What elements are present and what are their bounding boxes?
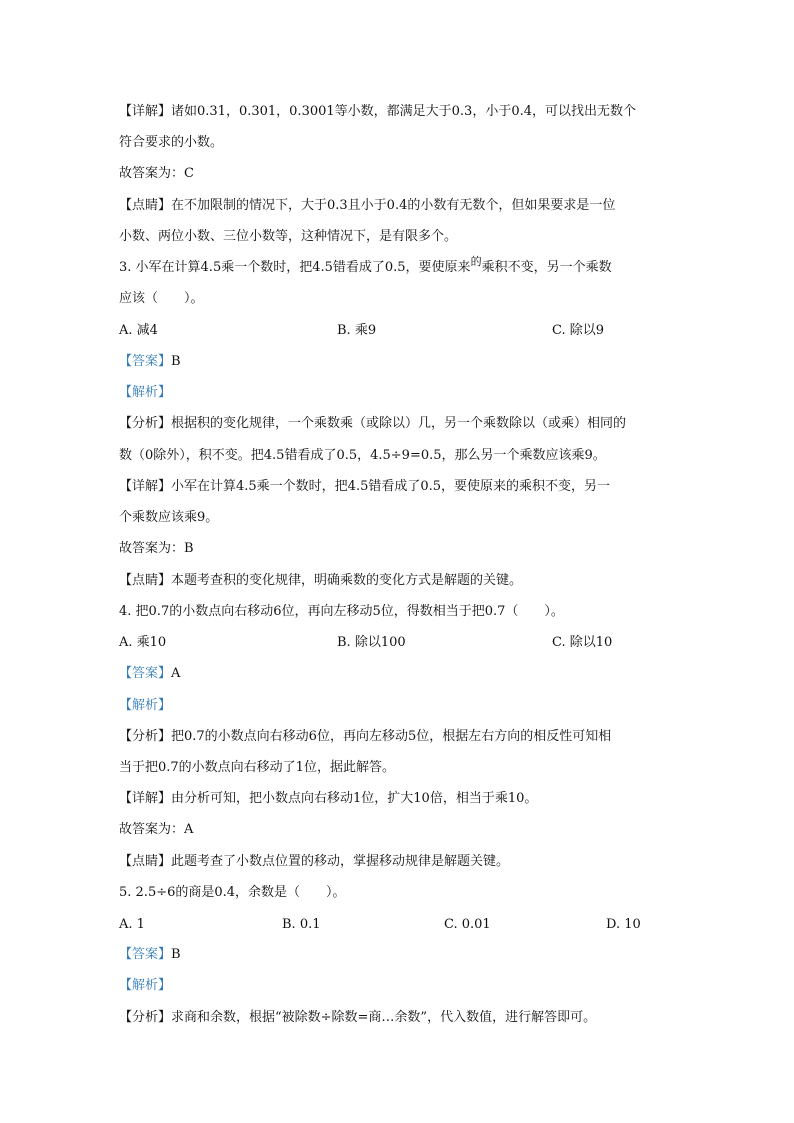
question-4-stem: 4. 把0.7的小数点向右移动6位，再向左移动5位，得数相当于把0.7（ ）。 <box>119 604 564 619</box>
option-c: C. 除以10 <box>552 635 613 650</box>
answer-line: 故答案为：C <box>119 166 194 181</box>
option-a: A. 1 <box>119 917 145 932</box>
question-3-detail-line-2: 个乘数应该乘9。 <box>119 510 219 525</box>
option-b: B. 除以100 <box>337 635 406 650</box>
question-4-detail: 【详解】由分析可知，把小数点向右移动1位，扩大10倍，相当于乘10。 <box>119 791 538 806</box>
option-d: D. 10 <box>606 917 641 932</box>
question-3-text-a: 3. 小军在计算4.5乘一个数时，把4.5错看成了0.5，要使原来 <box>119 260 471 275</box>
question-3-analysis-line-2: 数（0除外），积不变。把4.5错看成了0.5，4.5÷9=0.5，那么另一个乘数应该乘9。 <box>119 448 606 463</box>
option-b: B. 乘9 <box>337 323 377 338</box>
question-4-answer <box>119 665 679 683</box>
question-3-text-b: 乘积不变，另一个乘数 <box>481 260 612 275</box>
answer-tag: 【答案】 <box>119 666 172 681</box>
analysis-tag: 【解析】 <box>119 978 172 993</box>
question-3-line-2: 应该（ ）。 <box>119 291 204 306</box>
answer-value: B <box>171 354 181 369</box>
detail-paragraph-line-1: 【详解】诸如0.31，0.301，0.3001等小数，都满足大于0.3，小于0.4，可以找出无数个 <box>119 104 636 119</box>
question-4-options <box>119 634 679 652</box>
question-3-answer <box>119 353 679 371</box>
question-3-answer-line: 故答案为：B <box>119 541 194 556</box>
analysis-tag: 【解析】 <box>119 698 172 713</box>
question-3-line-1 <box>119 255 679 277</box>
answer-tag: 【答案】 <box>119 947 172 962</box>
detail-paragraph-line-2: 符合要求的小数。 <box>119 135 224 150</box>
option-c: C. 0.01 <box>444 917 491 932</box>
question-3-superscript: 的 <box>470 255 482 268</box>
question-4-comment: 【点睛】此题考查了小数点位置的移动，掌握移动规律是解题关键。 <box>119 854 510 869</box>
question-5-analysis: 【分析】求商和余数，根据“被除数÷除数=商…余数”，代入数值，进行解答即可。 <box>119 1010 597 1025</box>
question-3-comment: 【点睛】本题考查积的变化规律，明确乘数的变化方式是解题的关键。 <box>119 573 523 588</box>
analysis-tag: 【解析】 <box>119 385 172 400</box>
answer-tag: 【答案】 <box>119 354 172 369</box>
question-3-analysis-line-1: 【分析】根据积的变化规律，一个乘数乘（或除以）几，另一个乘数除以（或乘）相同的 <box>119 416 627 431</box>
question-3-detail-line-1: 【详解】小军在计算4.5乘一个数时，把4.5错看成了0.5，要使原来的乘积不变，另一 <box>119 479 611 494</box>
option-b: B. 0.1 <box>282 917 321 932</box>
comment-paragraph-line-2: 小数、两位小数、三位小数等，这种情况下，是有限多个。 <box>119 229 458 244</box>
option-c: C. 除以9 <box>552 323 605 338</box>
option-a: A. 减4 <box>119 323 158 338</box>
question-4-analysis-line-2: 当于把0.7的小数点向右移动了1位，据此解答。 <box>119 760 395 775</box>
question-4-analysis-line-1: 【分析】把0.7的小数点向右移动6位，再向左移动5位，根据左右方向的相反性可知相 <box>119 729 612 744</box>
answer-value: B <box>171 947 181 962</box>
question-5-options <box>119 916 679 934</box>
comment-paragraph-line-1: 【点睛】在不加限制的情况下，大于0.3且小于0.4的小数有无数个，但如果要求是一位 <box>119 198 616 213</box>
question-3-options <box>119 322 679 340</box>
answer-value: A <box>171 666 181 681</box>
question-5-answer <box>119 946 679 964</box>
question-4-answer-line: 故答案为：A <box>119 822 194 837</box>
question-5-stem: 5. 2.5÷6的商是0.4，余数是（ ）。 <box>119 885 346 900</box>
option-a: A. 乘10 <box>119 635 167 650</box>
